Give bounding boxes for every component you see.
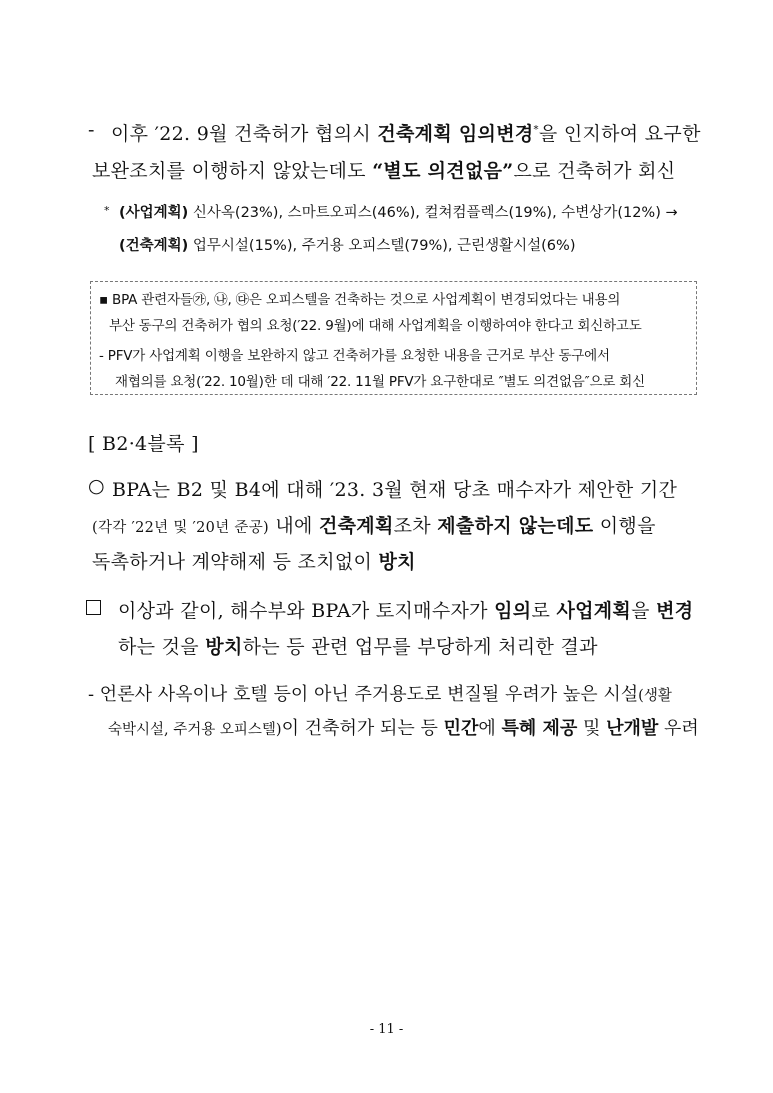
para1-dash: - xyxy=(88,119,95,141)
para4-line1 xyxy=(88,680,672,706)
para3-text: 로 xyxy=(531,600,557,622)
para3-emphasis: 변경 xyxy=(656,600,694,622)
para3-emphasis: 임의 xyxy=(494,600,532,622)
para4-small: (생활 xyxy=(638,688,672,704)
para2-text: 내에 xyxy=(269,515,319,537)
para3-emphasis: 사업계획 xyxy=(556,600,632,622)
para2-line3 xyxy=(92,547,416,574)
para3-emphasis: 방치 xyxy=(205,636,243,658)
section-title: [ B2·4블록 ] xyxy=(88,433,199,455)
para2-line1: BPA는 B2 및 B4에 대해 ′23. 3월 현재 당초 매수자가 제안한 기간 xyxy=(112,479,678,501)
circle-bullet: ○ xyxy=(88,475,105,497)
footnote-text: 신사옥(23%), 스마트오피스(46%), 컬쳐컴플렉스(19%), 수변상가(12%) → xyxy=(188,205,678,221)
para4-small: 숙박시설, 주거용 오피스텔) xyxy=(108,722,282,738)
footnote-label: (건축계획) xyxy=(119,238,189,254)
note-box-line: 부산 동구의 건축허가 협의 요청(′22. 9월)에 대해 사업계획을 이행하여야 한다고 회신하고도 xyxy=(109,318,642,334)
para4-line2 xyxy=(108,714,699,740)
para4-emphasis: 난개발 xyxy=(606,718,659,739)
note-box-line: - PFV가 사업계획 이행을 보완하지 않고 건축허가를 요청한 내용을 근거로 부산 동구에서 xyxy=(99,348,610,364)
para2-text: 조차 xyxy=(393,515,438,537)
para3-line2 xyxy=(118,632,598,659)
para3-text: 을 xyxy=(631,600,657,622)
para1-text: 으로 건축허가 회신 xyxy=(513,160,676,182)
square-bullet xyxy=(86,599,101,618)
note-box-line: 재협의를 요청(′22. 10월)한 데 대해 ′22. 11월 PFV가 요구한대로 ″별도 의견없음″으로 회신 xyxy=(115,374,645,390)
footnote-marker: * xyxy=(533,124,539,136)
page-number: - 11 - xyxy=(369,1022,404,1037)
para4-emphasis: 민간 xyxy=(443,718,479,739)
para1-emphasis: 건축계획 임의변경 xyxy=(377,123,534,145)
note-box xyxy=(90,281,697,395)
para1-text: 이후 ′22. 9월 건축허가 협의시 xyxy=(111,123,378,145)
para1-line2 xyxy=(92,156,675,183)
para1-text: 을 인지하여 요구한 xyxy=(538,123,701,145)
para4-text: 및 xyxy=(577,718,607,739)
para2-emphasis: 방치 xyxy=(378,551,416,573)
para1-text: 보완조치를 이행하지 않았는데도 xyxy=(92,160,373,182)
para3-text: 하는 등 관련 업무를 부당하게 처리한 결과 xyxy=(242,636,598,658)
para2-emphasis: 제출하지 않는데도 xyxy=(437,515,594,537)
para4-text: 에 xyxy=(478,718,502,739)
footnote-line2 xyxy=(119,234,575,255)
footnote-text: 업무시설(15%), 주거용 오피스텔(79%), 근린생활시설(6%) xyxy=(188,238,576,254)
para2-text: 이행을 xyxy=(593,515,656,537)
para4-text: - 언론사 사옥이나 호텔 등이 아닌 주거용도로 변질될 우려가 높은 시설 xyxy=(88,684,639,705)
para1-line1 xyxy=(111,119,701,146)
footnote-star: * xyxy=(104,204,110,217)
para1-emphasis: “별도 의견없음” xyxy=(372,160,514,182)
footnote-label: (사업계획) xyxy=(119,205,189,221)
para2-text: 독촉하거나 계약해제 등 조치없이 xyxy=(92,551,379,573)
para3-line1 xyxy=(118,596,693,623)
footnote-line1 xyxy=(119,201,678,222)
para3-text: 하는 것을 xyxy=(118,636,206,658)
para2-small: (각각 ′22년 및 ′20년 준공) xyxy=(92,520,269,536)
para4-text: 우려 xyxy=(658,718,699,739)
para4-emphasis: 특혜 제공 xyxy=(501,718,578,739)
para3-text: 이상과 같이, 해수부와 BPA가 토지매수자가 xyxy=(118,600,495,622)
para2-line2 xyxy=(92,511,656,538)
para2-emphasis: 건축계획 xyxy=(319,515,394,537)
note-box-line: ▪ BPA 관련자들㉮, ㉯, ㉰은 오피스텔을 건축하는 것으로 사업계획이 변경되었다는 내용의 xyxy=(99,292,621,308)
para4-text: 이 건축허가 되는 등 xyxy=(281,718,444,739)
